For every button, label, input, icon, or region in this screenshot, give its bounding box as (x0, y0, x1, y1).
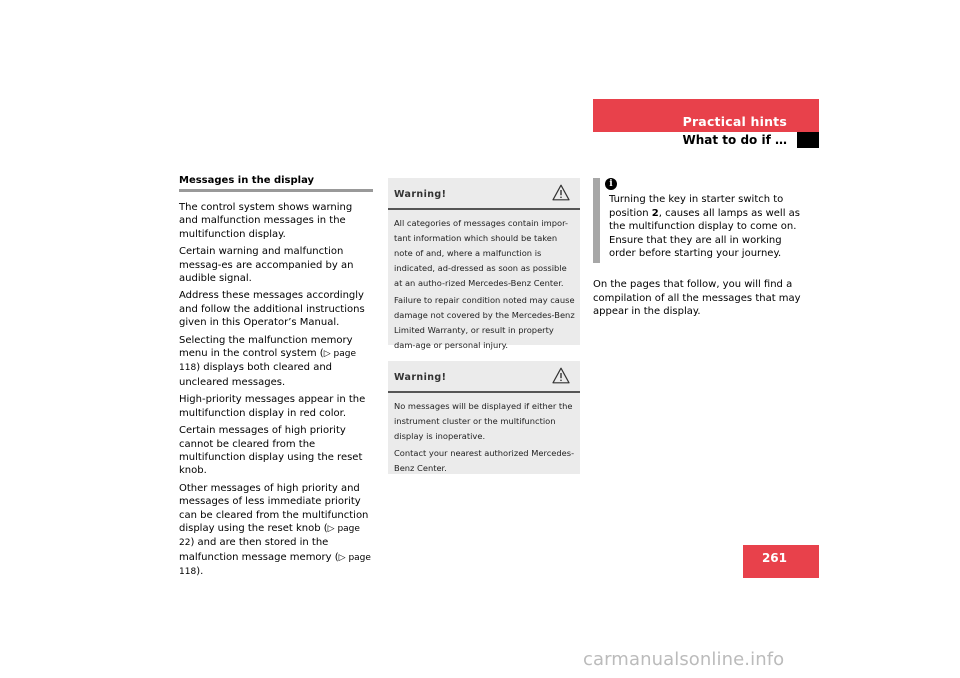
info-text (609, 193, 803, 261)
warning-label: Warning! (394, 372, 447, 383)
warning-text: All categories of messages contain impor-tant information which should be taken note of and, where a malfunction is indicated, ad-dressed as soon as possible at an autho-rized Mercedes-Benz Center. (394, 218, 568, 288)
warning-text: No messages will be displayed if either the instrument cluster or the multifunction display is inoperative. (394, 401, 573, 441)
watermark: carmanualsonline.info (583, 649, 785, 670)
section-title: Practical hints (682, 114, 787, 129)
paragraph-text: ). (196, 566, 204, 578)
warning-header (388, 361, 580, 393)
warning-box (388, 178, 580, 350)
messages-heading: Messages in the display (179, 175, 373, 192)
paragraph: Certain messages of high priority cannot be cleared from the multifunction display using the reset knob. (179, 425, 363, 477)
warning-box (388, 361, 580, 474)
warning-text: Contact your nearest authorized Mercedes-Benz Center. (394, 448, 575, 473)
info-bar (593, 178, 600, 263)
warning-body (388, 210, 580, 353)
info-icon: i (605, 178, 617, 190)
info-text-part: , causes all lamps as well as the multifunction display to come on. Ensure that they are all in working order before starting your journey. (609, 207, 801, 260)
paragraph-text: ) displays both cleared and uncleared messages. (179, 362, 333, 388)
header-banner (593, 99, 819, 132)
paragraph (179, 334, 373, 390)
warning-triangle-icon (552, 184, 570, 201)
page-number: 261 (761, 551, 787, 565)
paragraph-text: ) and are then stored in the malfunction message memory ( (179, 537, 339, 563)
warning-label: Warning! (394, 189, 447, 200)
section-subtitle: What to do if … (682, 133, 787, 147)
position-number: 2 (651, 207, 659, 219)
page-number-box (743, 545, 819, 578)
warning-text: Failure to repair condition noted may cause damage not covered by the Mercedes-Benz Limited Warranty, or result in property dam-age or personal injury. (394, 295, 575, 350)
paragraph (179, 482, 373, 580)
left-column (179, 175, 373, 584)
paragraph: Address these messages accordingly and follow the additional instructions given in this Operator’s Manual. (179, 290, 365, 329)
paragraph: The control system shows warning and malfunction messages in the multifunction display. (179, 202, 353, 240)
paragraph-text: Other messages of high priority and messages of less immediate priority can be cleared from the multifunction display using the reset knob ( (179, 482, 369, 534)
paragraph-text: Selecting the malfunction memory menu in the control system ( (179, 334, 353, 360)
warning-header (388, 178, 580, 210)
paragraph: High-priority messages appear in the multifunction display in red color. (179, 394, 366, 419)
info-text-part: Turning the key in starter switch to position (609, 194, 784, 219)
warning-body (388, 393, 580, 476)
page-reference-link[interactable]: ▷ page 118 (179, 349, 356, 374)
info-note (593, 178, 803, 263)
page-reference-link[interactable]: ▷ page 22 (179, 523, 360, 549)
page-reference-link[interactable]: ▷ page 118 (179, 552, 371, 578)
warning-triangle-icon (552, 367, 570, 384)
paragraph: Certain warning and malfunction messag-es are accompanied by an audible signal. (179, 246, 354, 285)
compilation-text: On the pages that follow, you will find a compilation of all the messages that may appear in the display. (593, 279, 801, 318)
header-black-tab (797, 132, 819, 148)
